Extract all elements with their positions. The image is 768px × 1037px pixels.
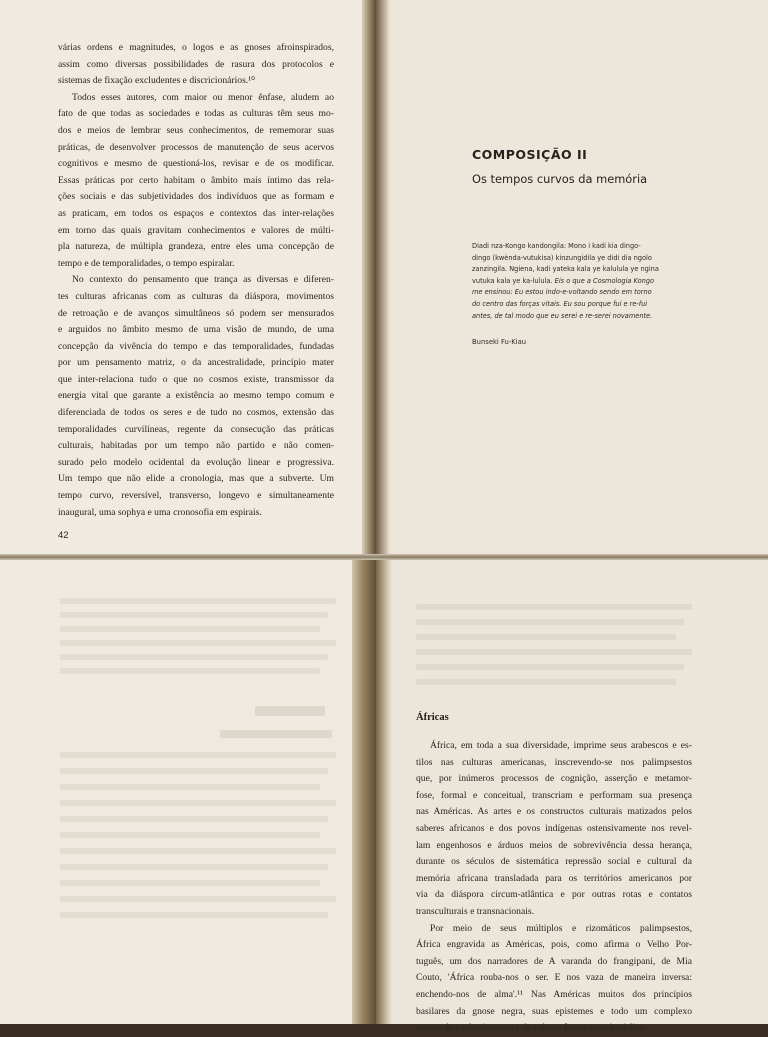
top-book-gutter-right — [376, 0, 390, 556]
text-line: África engravida as Américas, pois, como afirma o Velho Por- — [416, 939, 692, 951]
text-line: de retroação e de avanços simultâneos só podem ser mensurados — [58, 307, 334, 319]
ghost-line — [60, 654, 328, 660]
text-line: e arguidos no âmbito mesmo de uma visão de mundo, de uma — [58, 324, 334, 336]
text-line: por um pensamento matriz, o da ancestralidade, princípio mater — [58, 357, 334, 369]
text-line: Essas práticas por certo habitam o âmbito mais íntimo das rela- — [58, 174, 334, 186]
ghost-line — [60, 816, 328, 822]
ghost-line — [416, 649, 692, 655]
bottom-book-gutter-left — [352, 558, 378, 1024]
ghost-line — [60, 668, 320, 674]
ghost-line — [416, 604, 692, 610]
text-line: transculturais e transnacionais. — [416, 905, 535, 917]
ghost-line — [60, 640, 336, 646]
ghost-line — [60, 784, 320, 790]
text-line: durante os séculos de sistemática repressão social e cultural da — [416, 856, 692, 868]
epigraph-line: zanzingila. Ngiena, kadi yateka kala ye kalulula ye ngina — [472, 265, 659, 274]
text-line: ções sociais e das subjetividades dos indivíduos que as formam e — [58, 191, 334, 203]
text-line: inaugural, uma sophya e uma cronosofia em espirais. — [58, 506, 262, 518]
text-line: práticas, de desenvolver processos de manutenção de seus acervos — [58, 141, 334, 153]
ghost-line — [416, 664, 684, 670]
text-line: surado pelo modelo ocidental da evolução linear e progressiva. — [58, 456, 334, 468]
text-line: cognitivos e mesmo de questioná-los, revisar e de os modificar. — [58, 158, 334, 170]
ghost-line — [60, 912, 328, 918]
text-line: tes culturas africanas com as culturas da diáspora, movimentos — [58, 290, 334, 302]
text-line: em torno das quais gravitam conhecimentos e valores de múlti- — [58, 224, 334, 236]
text-line: tilos nas culturas americanas, inscrevendo-se nos palimpsestos — [416, 756, 692, 768]
text-line: que, por inúmeros processos de cognição, asserção e metamor- — [416, 773, 692, 785]
ghost-line — [60, 880, 320, 886]
text-line: Todos esses autores, com maior ou menor ênfase, aludem ao — [72, 91, 334, 103]
epigraph-line: do centro das forças vitais. Eu sou porque fui e re-fui — [472, 299, 648, 308]
text-line: energia vital que garante a existência ao mesmo tempo comum e — [58, 390, 334, 402]
text-line: assim como diversas possibilidades de rasura dos protocolos e — [58, 58, 334, 70]
ghost-line — [60, 864, 328, 870]
text-line: culturais, habitadas por um tempo não partido e não comen- — [58, 440, 334, 452]
ghost-line — [60, 832, 320, 838]
epigraph-line: vutuka kala ye ka-lulula. Eis o que a Cosmologia Kongo — [472, 276, 655, 285]
text-line: sistemas de fixação excludentes e discricionários.¹⁰ — [58, 75, 255, 87]
page-number: 42 — [58, 530, 69, 541]
text-line: saberes africanos e dos povos indígenas ostensivamente nos revel- — [416, 822, 692, 834]
text-line: via da diáspora circum-atlântica e por outras rotas e contatos — [416, 889, 692, 901]
text-line: nas Américas. As artes e os constructos culturais matizados pelos — [416, 806, 692, 818]
text-line: tempo e de temporalidades, o tempo espiralar. — [58, 257, 235, 269]
text-line: acervo de conhecimentos e de valores foram reterritorializa- — [416, 1022, 647, 1034]
text-line: temporalidades curvilíneas, regente da consecução das práticas — [58, 423, 334, 435]
text-line: que inter-relaciona tudo o que no cosmos existe, transmissor da — [58, 373, 334, 385]
text-line: Couto, 'África rouba-nos o ser. E nos vaza de maneira inversa: — [416, 972, 692, 984]
text-line: Um tempo que não elide a cronologia, mas que a subverte. Um — [58, 473, 334, 485]
epigraph-author: Bunseki Fu-Kiau — [472, 338, 527, 346]
text-line: dos e meios de lembrar seus conhecimentos, de rememorar suas — [58, 124, 334, 136]
text-line: as praticam, em todos os espaços e contextos das inter-relações — [58, 207, 334, 219]
ghost-heading — [220, 730, 332, 738]
text-line: memória africana transladada para os territórios americanos por — [416, 872, 692, 884]
ghost-line — [60, 598, 336, 604]
text-line: lam engenhosos e árduos meios de sobrevivência dessa herança, — [416, 839, 692, 851]
text-line: Por meio de seus múltiplos e rizomáticos palimpsestos, — [430, 922, 692, 934]
section-heading: Áfricas — [416, 712, 449, 723]
photo-seam — [0, 554, 768, 560]
ghost-line — [60, 800, 336, 806]
ghost-line — [60, 752, 336, 758]
epigraph-line: antes, de tal modo que eu serei e re-serei novamente. — [472, 311, 653, 320]
ghost-line — [60, 768, 328, 774]
text-line: África, em toda a sua diversidade, imprime seus arabescos e es- — [430, 740, 692, 751]
text-line: basilares da gnose negra, suas epistemes e todo um complexo — [416, 1005, 692, 1017]
text-line: fose, formal e conceitual, transcriam e performam sua presença — [416, 789, 692, 801]
ghost-heading — [255, 706, 325, 716]
text-line: várias ordens e magnitudes, o logos e as gnoses afroinspirados, — [58, 42, 334, 53]
text-line: diferenciada de todos os seres e de tudo no cosmos, extensão das — [58, 407, 334, 419]
bottom-right-body-text — [416, 738, 692, 1037]
ghost-line — [416, 679, 676, 685]
epigraph — [472, 241, 704, 322]
text-line: enchendo-nos de alma'.¹¹ Nas Américas muitos dos princípios — [416, 988, 692, 1000]
ghost-line — [416, 619, 684, 625]
ghost-line — [60, 612, 328, 618]
epigraph-line: dingo (kwènda-vutukisa) kinzungidila ye didi dia ngolo — [472, 253, 652, 262]
chapter-label: COMPOSIÇÃO II — [472, 147, 588, 162]
epigraph-line: me ensinou: Eu estou indo-e-voltando sendo em torno — [472, 288, 652, 297]
epigraph-line: Diadi nza-Kongo kandongila: Mono i kadi kia dingo- — [472, 242, 641, 250]
text-line: No contexto do pensamento que trança as diversas e diferen- — [72, 274, 334, 286]
ghost-line — [60, 626, 320, 632]
chapter-title: Os tempos curvos da memória — [472, 172, 648, 186]
bottom-book-gutter-right — [376, 558, 392, 1024]
text-line: fato de que todas as sociedades e todas as culturas têm seus mo- — [58, 108, 334, 120]
text-line: concepção da vivência do tempo e das temporalidades, fundadas — [58, 340, 334, 352]
text-line: tuguês, um dos narradores de A varanda do frangipani, de Mia — [416, 955, 692, 967]
text-line: tempo curvo, reversível, transverso, longevo e simultaneamente — [58, 490, 334, 502]
ghost-line — [60, 848, 336, 854]
text-line: pla natureza, de múltipla grandeza, entre eles uma concepção de — [58, 241, 334, 253]
top-left-body-text — [58, 40, 334, 521]
ghost-line — [416, 634, 676, 640]
ghost-line — [60, 896, 336, 902]
